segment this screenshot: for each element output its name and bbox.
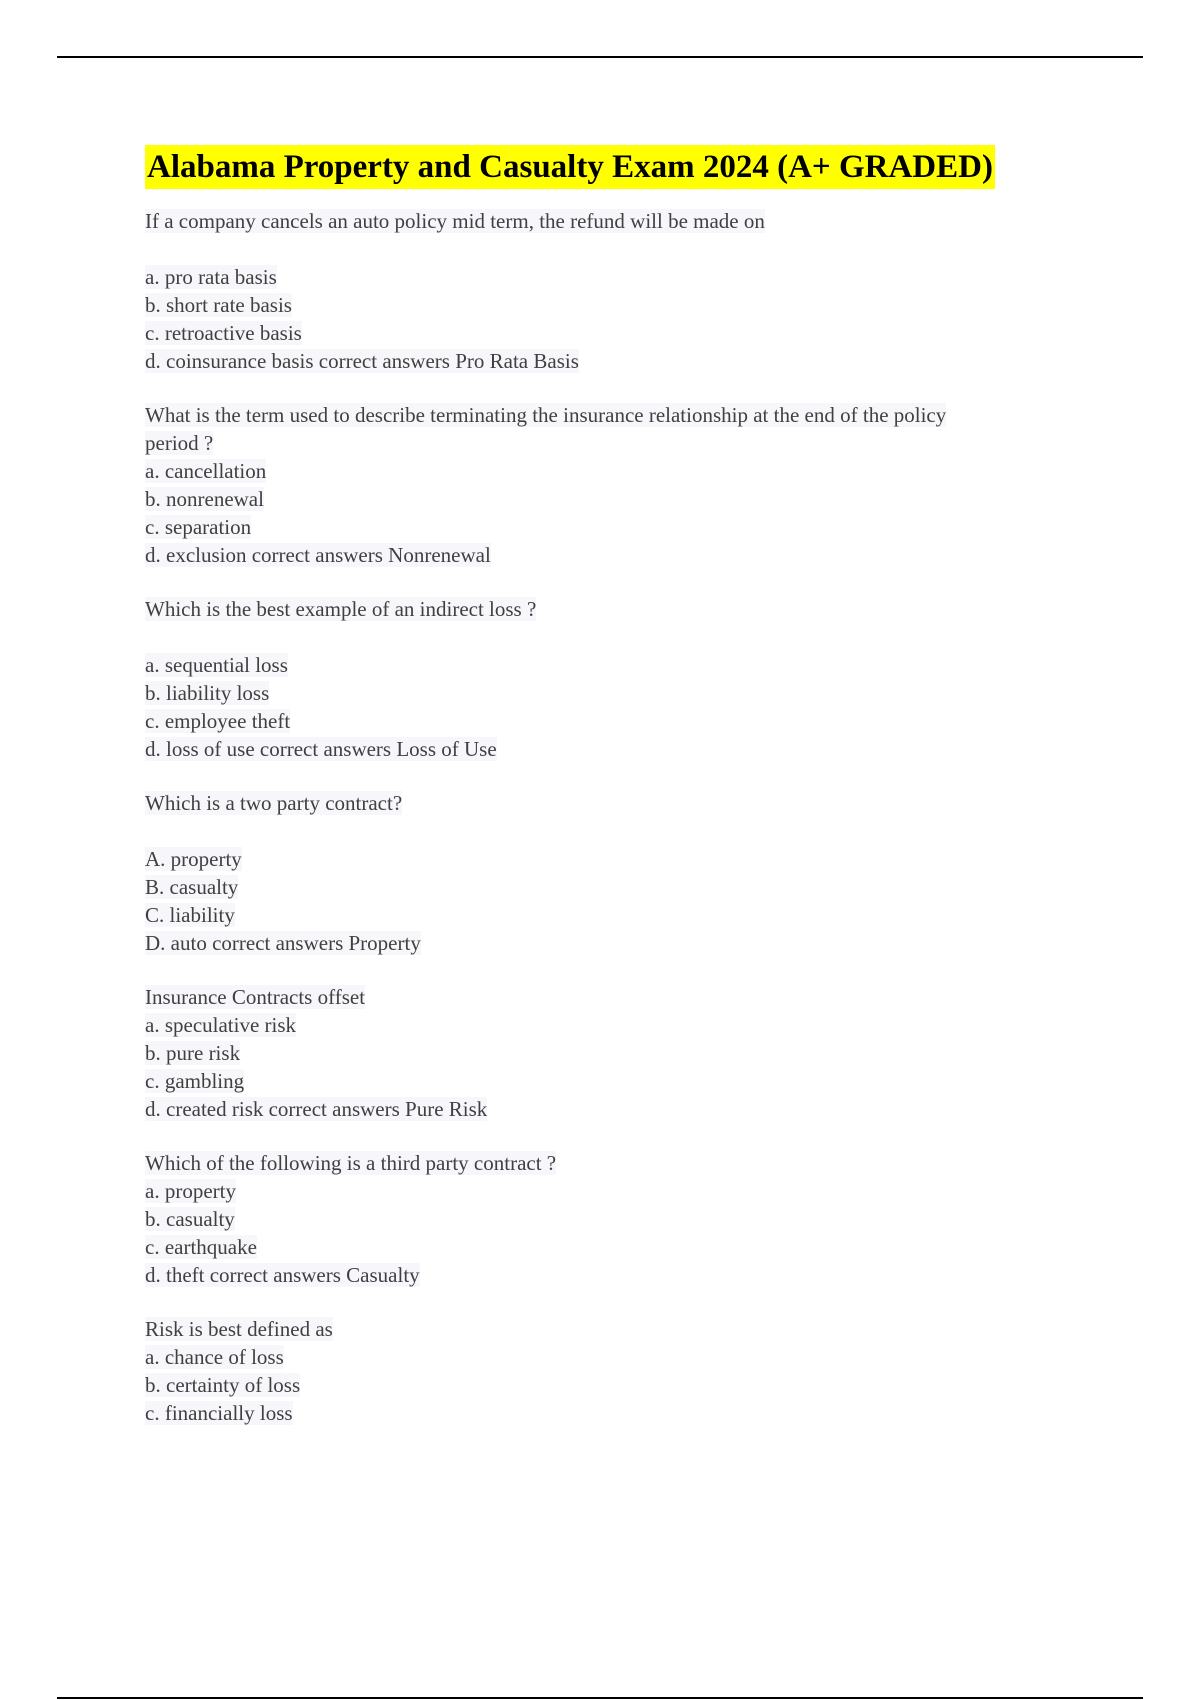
answer-option-text: d. loss of use correct answers Loss of Use bbox=[145, 737, 497, 761]
answer-option-text: b. certainty of loss bbox=[145, 1373, 301, 1397]
answer-option bbox=[145, 735, 1075, 763]
question-list bbox=[145, 207, 1075, 1427]
question-text bbox=[145, 207, 1075, 235]
question-text bbox=[145, 429, 1075, 457]
answer-option-text: b. short rate basis bbox=[145, 293, 292, 317]
question-text-span: period ? bbox=[145, 431, 214, 455]
answer-option bbox=[145, 485, 1075, 513]
spacer bbox=[145, 623, 1075, 651]
question-text bbox=[145, 401, 1075, 429]
answer-option-text: a. speculative risk bbox=[145, 1013, 297, 1037]
document-title: Alabama Property and Casualty Exam 2024 (A+ GRADED) bbox=[145, 145, 995, 189]
answer-option-text: C. liability bbox=[145, 903, 235, 927]
answer-option-text: b. nonrenewal bbox=[145, 487, 264, 511]
top-rule bbox=[57, 56, 1143, 58]
answer-option bbox=[145, 1233, 1075, 1261]
question-block bbox=[145, 983, 1075, 1123]
answer-option-text: b. casualty bbox=[145, 1207, 235, 1231]
document-body bbox=[145, 145, 1075, 1453]
question-text-span: Which is the best example of an indirect loss ? bbox=[145, 597, 537, 621]
question-block bbox=[145, 207, 1075, 375]
answer-option bbox=[145, 651, 1075, 679]
answer-option-text: c. retroactive basis bbox=[145, 321, 302, 345]
question-block bbox=[145, 595, 1075, 763]
answer-option bbox=[145, 845, 1075, 873]
answer-option bbox=[145, 263, 1075, 291]
question-block bbox=[145, 401, 1075, 569]
answer-option-text: a. sequential loss bbox=[145, 653, 288, 677]
answer-option bbox=[145, 1039, 1075, 1067]
answer-option-text: c. gambling bbox=[145, 1069, 245, 1093]
answer-option bbox=[145, 1343, 1075, 1371]
bottom-rule bbox=[57, 1697, 1143, 1699]
question-text bbox=[145, 595, 1075, 623]
answer-option-text: b. pure risk bbox=[145, 1041, 241, 1065]
question-text-span: What is the term used to describe terminating the insurance relationship at the end of the policy bbox=[145, 403, 947, 427]
question-text bbox=[145, 983, 1075, 1011]
spacer bbox=[145, 235, 1075, 263]
spacer bbox=[145, 817, 1075, 845]
answer-option bbox=[145, 291, 1075, 319]
question-text-span: If a company cancels an auto policy mid term, the refund will be made on bbox=[145, 209, 765, 233]
question-text-span: Insurance Contracts offset bbox=[145, 985, 366, 1009]
answer-option bbox=[145, 347, 1075, 375]
answer-option bbox=[145, 1177, 1075, 1205]
answer-option bbox=[145, 1095, 1075, 1123]
answer-option-text: A. property bbox=[145, 847, 242, 871]
question-text bbox=[145, 1315, 1075, 1343]
answer-option-text: d. exclusion correct answers Nonrenewal bbox=[145, 543, 491, 567]
answer-option-text: d. coinsurance basis correct answers Pro Rata Basis bbox=[145, 349, 579, 373]
answer-option bbox=[145, 901, 1075, 929]
answer-option bbox=[145, 679, 1075, 707]
answer-option bbox=[145, 457, 1075, 485]
answer-option bbox=[145, 929, 1075, 957]
answer-option-text: c. earthquake bbox=[145, 1235, 257, 1259]
answer-option-text: D. auto correct answers Property bbox=[145, 931, 421, 955]
answer-option-text: a. pro rata basis bbox=[145, 265, 277, 289]
answer-option-text: a. cancellation bbox=[145, 459, 267, 483]
question-block bbox=[145, 1315, 1075, 1427]
answer-option-text: d. theft correct answers Casualty bbox=[145, 1263, 420, 1287]
question-block bbox=[145, 789, 1075, 957]
answer-option bbox=[145, 1067, 1075, 1095]
answer-option bbox=[145, 1399, 1075, 1427]
question-text-span: Which of the following is a third party contract ? bbox=[145, 1151, 557, 1175]
question-text-span: Risk is best defined as bbox=[145, 1317, 333, 1341]
question-text bbox=[145, 1149, 1075, 1177]
answer-option bbox=[145, 707, 1075, 735]
answer-option bbox=[145, 1011, 1075, 1039]
answer-option-text: a. chance of loss bbox=[145, 1345, 284, 1369]
answer-option-text: c. separation bbox=[145, 515, 252, 539]
question-block bbox=[145, 1149, 1075, 1289]
answer-option-text: b. liability loss bbox=[145, 681, 270, 705]
answer-option bbox=[145, 319, 1075, 347]
answer-option-text: c. employee theft bbox=[145, 709, 291, 733]
answer-option-text: d. created risk correct answers Pure Risk bbox=[145, 1097, 488, 1121]
answer-option-text: c. financially loss bbox=[145, 1401, 293, 1425]
answer-option bbox=[145, 1261, 1075, 1289]
answer-option bbox=[145, 513, 1075, 541]
question-text bbox=[145, 789, 1075, 817]
answer-option bbox=[145, 1371, 1075, 1399]
answer-option bbox=[145, 541, 1075, 569]
answer-option-text: B. casualty bbox=[145, 875, 239, 899]
answer-option-text: a. property bbox=[145, 1179, 236, 1203]
answer-option bbox=[145, 1205, 1075, 1233]
answer-option bbox=[145, 873, 1075, 901]
question-text-span: Which is a two party contract? bbox=[145, 791, 403, 815]
